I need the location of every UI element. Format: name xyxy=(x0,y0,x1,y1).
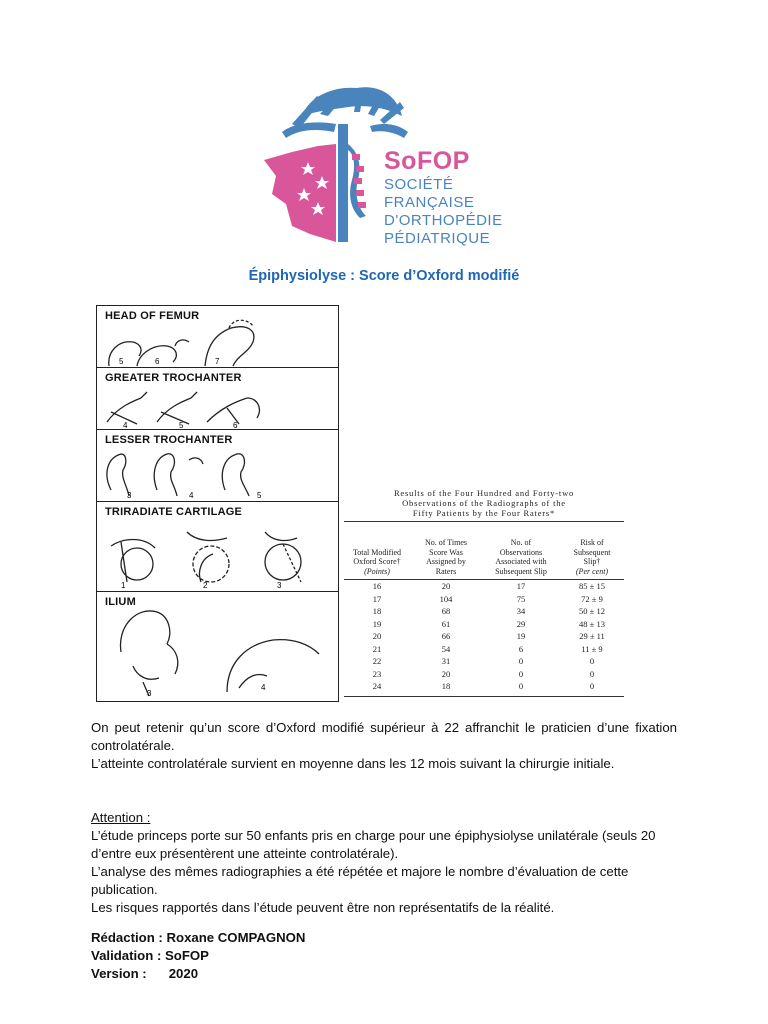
score-label: 6 xyxy=(233,421,238,430)
header-text: Subsequent Slip xyxy=(495,566,547,576)
table-title-line-1: Results of the Four Hundred and Forty-two xyxy=(393,488,575,498)
table-title-line-3: Fifty Patients by the Four Raters* xyxy=(412,508,556,518)
table-cell: 19 xyxy=(516,631,526,641)
table-cell: 0 xyxy=(589,656,595,666)
brand-line-4: PÉDIATRIQUE xyxy=(384,230,491,247)
brand-name: SoFOP xyxy=(384,147,470,175)
header-text: Score Was xyxy=(429,547,463,557)
table-cell: 23 xyxy=(372,668,382,679)
table-cell: 48 ± 13 xyxy=(579,618,605,629)
header-text: Oxford Score† xyxy=(353,557,401,566)
table-cell: 31 xyxy=(441,656,451,666)
header-text: Slip† xyxy=(583,557,601,566)
score-label: 5 xyxy=(119,357,124,366)
panel-label: TRIRADIATE CARTILAGE xyxy=(105,506,243,518)
header-text: Observations xyxy=(499,547,543,557)
table-cell: 29 xyxy=(516,618,526,629)
header-text: No. of xyxy=(510,538,532,547)
note-study: L’étude princeps porte sur 50 enfants pris en charge pour une épiphysiolyse unilatérale (seuls 20 d’entre eux présentèrent une atteinte controlatérale). xyxy=(91,828,656,861)
table-cell: 0 xyxy=(518,668,524,679)
credit-value: SoFOP xyxy=(165,948,209,963)
table-cell: 68 xyxy=(441,606,451,616)
credit-value: Roxane COMPAGNON xyxy=(166,930,306,945)
table-cell: 61 xyxy=(441,618,451,629)
credit-label: Validation : xyxy=(91,948,162,963)
panel-label: LESSER TROCHANTER xyxy=(105,434,233,446)
score-label: 3 xyxy=(277,581,282,590)
brand-block xyxy=(384,146,503,248)
credits-block xyxy=(91,929,305,983)
brand-line-3: D'ORTHOPÉDIE xyxy=(384,212,503,229)
table-cell: 19 xyxy=(372,618,382,629)
ilium-drawing-icon xyxy=(97,592,337,700)
header-score xyxy=(344,522,410,576)
oxford-score-figure xyxy=(96,305,339,702)
table-cell: 29 ± 11 xyxy=(579,631,605,641)
table-cell: 17 xyxy=(516,581,526,591)
score-label: 4 xyxy=(189,491,194,500)
table-cell: 18 xyxy=(441,681,451,691)
header-text: Risk of xyxy=(580,538,604,547)
panel-head-of-femur xyxy=(97,306,338,368)
table-cell: 11 ± 9 xyxy=(581,643,603,654)
table-cell: 54 xyxy=(441,643,451,654)
credit-redaction xyxy=(91,929,305,947)
score-label: 3 xyxy=(147,689,152,698)
header-text: Total Modified xyxy=(352,547,402,557)
score-label: 3 xyxy=(127,491,132,500)
score-label: 5 xyxy=(179,421,184,430)
credit-value: 2020 xyxy=(168,966,199,981)
table-title-line-2: Observations of the Radiographs of the xyxy=(402,498,566,508)
note-analysis: L’analyse des mêmes radiographies a été répétée et majore le nombre d’évaluation de cette publication. xyxy=(91,864,629,897)
score-label: 1 xyxy=(121,581,126,590)
note-risks: Les risques rapportés dans l’étude peuvent être non représentatifs de la réalité. xyxy=(91,900,555,915)
paragraph-oxford-threshold: On peut retenir qu’un score d’Oxford modifié supérieur à 22 affranchit le praticien d’une fixation controlatérale. xyxy=(91,720,677,753)
header-text: Assigned by xyxy=(426,557,466,566)
table-cell: 18 xyxy=(372,606,382,616)
table-cell: 50 ± 12 xyxy=(579,606,605,616)
header-text: Associated with xyxy=(495,557,547,566)
panel-ilium xyxy=(97,592,338,700)
table-cell: 20 xyxy=(441,668,451,679)
paragraph-contralateral-delay: L’atteinte controlatérale survient en moyenne dans les 12 mois suivant la chirurgie initiale. xyxy=(91,756,615,771)
score-label: 4 xyxy=(261,683,266,692)
table-cell: 20 xyxy=(441,581,451,591)
panel-greater-trochanter xyxy=(97,368,338,430)
score-label: 2 xyxy=(203,581,208,590)
table-cell: 16 xyxy=(372,581,382,591)
table-cell: 66 xyxy=(441,631,451,641)
credit-validation xyxy=(91,947,305,965)
header-text: (Per cent) xyxy=(575,566,609,576)
table-cell: 0 xyxy=(518,681,524,691)
brand-line-1: SOCIÉTÉ xyxy=(384,176,454,193)
panel-lesser-trochanter xyxy=(97,430,338,502)
table-cell: 21 xyxy=(372,643,382,654)
brand-line-2: FRANÇAISE xyxy=(384,194,475,211)
table-rule-bottom xyxy=(344,696,624,697)
panel-label: HEAD OF FEMUR xyxy=(105,310,200,322)
table-cell: 85 ± 15 xyxy=(579,581,605,591)
header-text: No. of Times xyxy=(424,538,467,547)
table-cell: 34 xyxy=(516,606,526,616)
table-cell: 17 xyxy=(372,593,382,604)
score-label: 6 xyxy=(155,357,160,366)
panel-label: GREATER TROCHANTER xyxy=(105,372,242,384)
attention-heading: Attention : xyxy=(91,810,151,825)
table-cell: 104 xyxy=(439,593,453,604)
score-label: 7 xyxy=(215,357,220,366)
table-header-row xyxy=(344,522,624,576)
table-body xyxy=(344,580,624,693)
document-title: Épiphysiolyse : Score d’Oxford modifié xyxy=(248,268,520,284)
header-text: Raters xyxy=(435,566,457,576)
header-text: (Points) xyxy=(364,566,390,576)
table-cell: 22 xyxy=(372,656,382,666)
table-cell: 24 xyxy=(372,681,382,691)
header-times-assigned xyxy=(410,522,482,576)
attention-notes xyxy=(91,827,683,917)
panel-label: ILIUM xyxy=(105,596,136,608)
credit-label: Rédaction : xyxy=(91,930,163,945)
table-cell: 75 xyxy=(516,593,526,604)
panel-triradiate-cartilage xyxy=(97,502,338,592)
credit-version xyxy=(91,965,305,983)
table-cell: 6 xyxy=(518,643,524,654)
credit-label: Version : xyxy=(91,966,147,981)
table-cell: 0 xyxy=(589,668,595,679)
table-cell: 72 ± 9 xyxy=(581,593,603,604)
header-text: Subsequent xyxy=(573,547,611,557)
header-observations xyxy=(482,522,560,576)
header-risk xyxy=(560,522,624,576)
score-label: 4 xyxy=(123,421,128,430)
table-cell: 0 xyxy=(589,681,595,691)
table-cell: 20 xyxy=(372,631,382,641)
table-cell: 0 xyxy=(518,656,524,666)
results-table xyxy=(344,488,624,700)
score-label: 5 xyxy=(257,491,262,500)
